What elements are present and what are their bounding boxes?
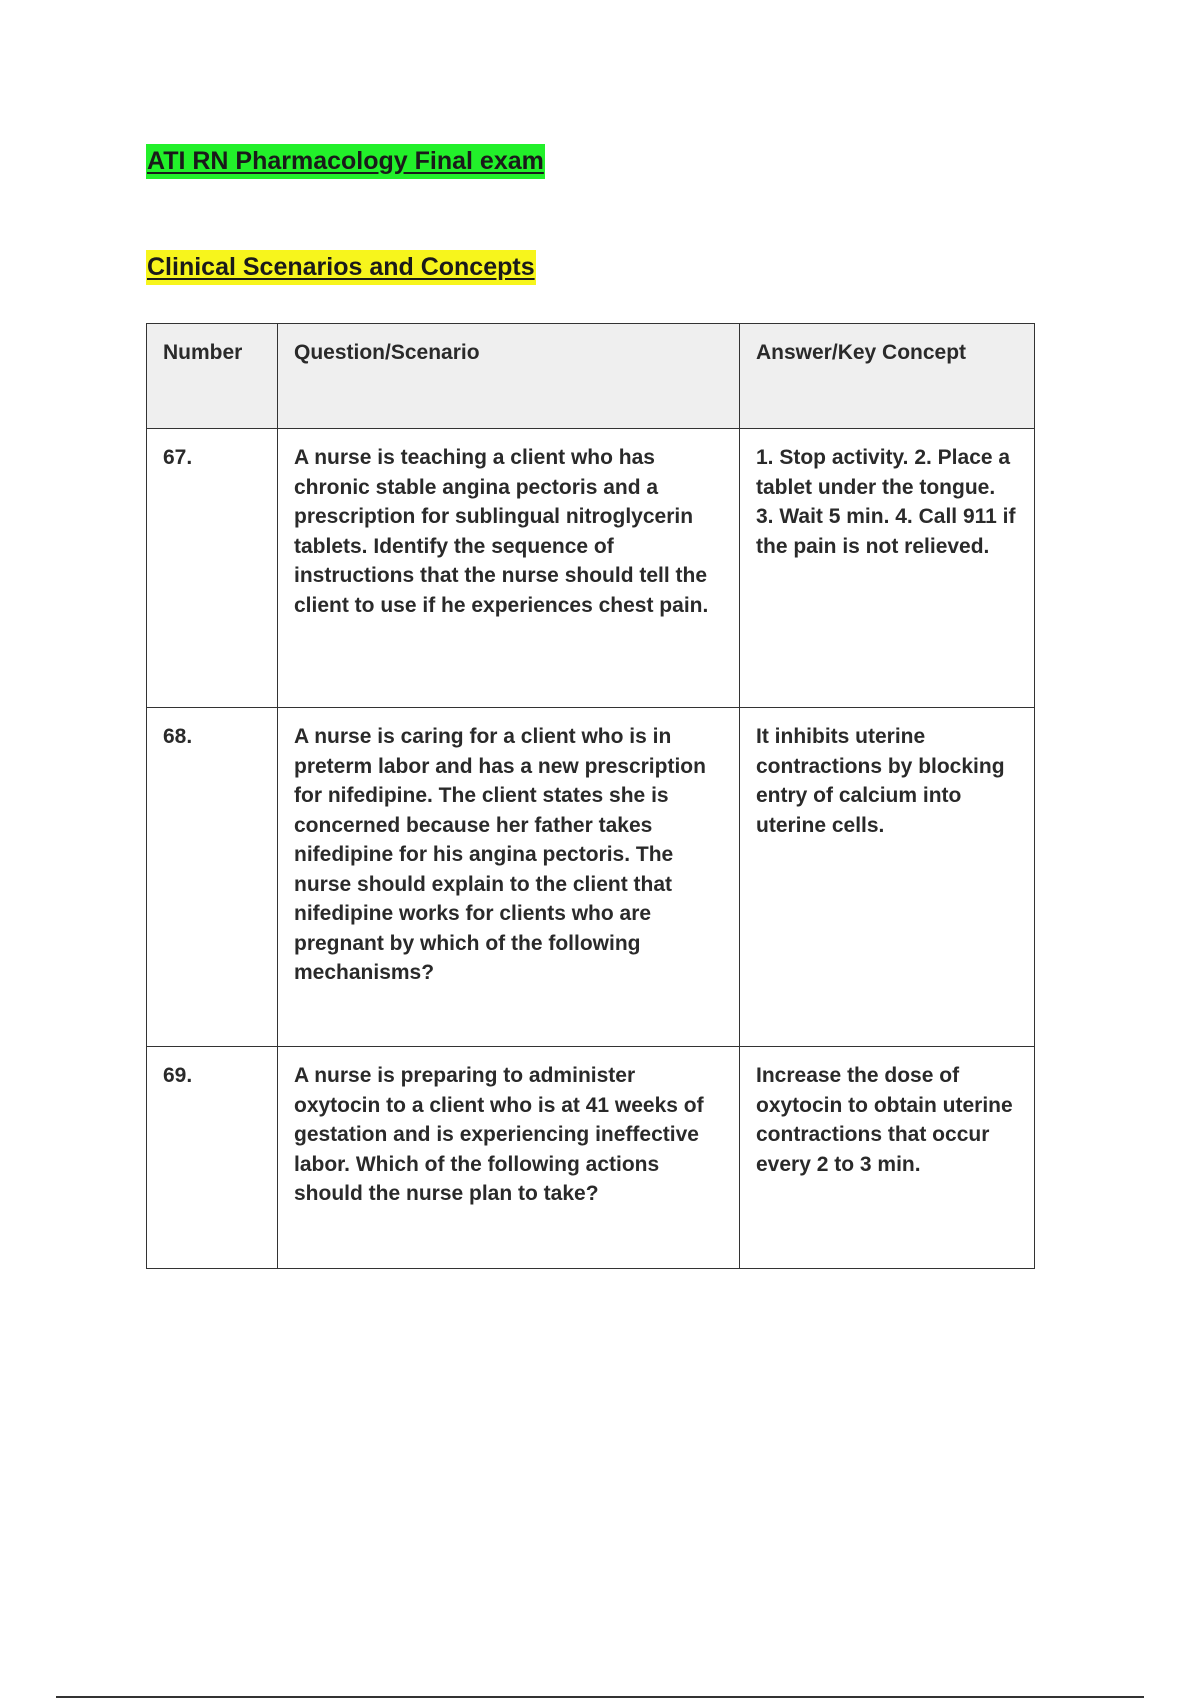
row-number: 68. [147,708,278,1047]
row-question: A nurse is preparing to administer oxytocin to a client who is at 41 weeks of gestation and is experiencing ineffective labor. Which of the following actions should the nurse plan to take? [278,1047,740,1269]
row-answer: Increase the dose of oxytocin to obtain uterine contractions that occur every 2 to 3 min. [740,1047,1035,1269]
row-number: 67. [147,429,278,708]
footer-rule [56,1696,1144,1698]
document-title-text: ATI RN Pharmacology Final exam [146,144,545,179]
section-heading-text: Clinical Scenarios and Concepts [146,250,536,285]
document-title [146,146,545,176]
table-row [147,708,1035,1047]
table-header-row [147,324,1035,429]
qa-table [146,323,1035,1269]
table-row [147,1047,1035,1269]
header-question: Question/Scenario [278,324,740,429]
row-question: A nurse is caring for a client who is in preterm labor and has a new prescription for nifedipine. The client states she is concerned because her father takes nifedipine for his angina pectoris. The nurse should explain to the client that nifedipine works for clients who are pregnant by which of the following mechanisms? [278,708,740,1047]
header-answer: Answer/Key Concept [740,324,1035,429]
section-heading [146,252,536,282]
table-row [147,429,1035,708]
header-number: Number [147,324,278,429]
row-answer: 1. Stop activity. 2. Place a tablet under the tongue. 3. Wait 5 min. 4. Call 911 if the pain is not relieved. [740,429,1035,708]
row-answer: It inhibits uterine contractions by blocking entry of calcium into uterine cells. [740,708,1035,1047]
row-question: A nurse is teaching a client who has chronic stable angina pectoris and a prescription for sublingual nitroglycerin tablets. Identify the sequence of instructions that the nurse should tell the client to use if he experiences chest pain. [278,429,740,708]
row-number: 69. [147,1047,278,1269]
